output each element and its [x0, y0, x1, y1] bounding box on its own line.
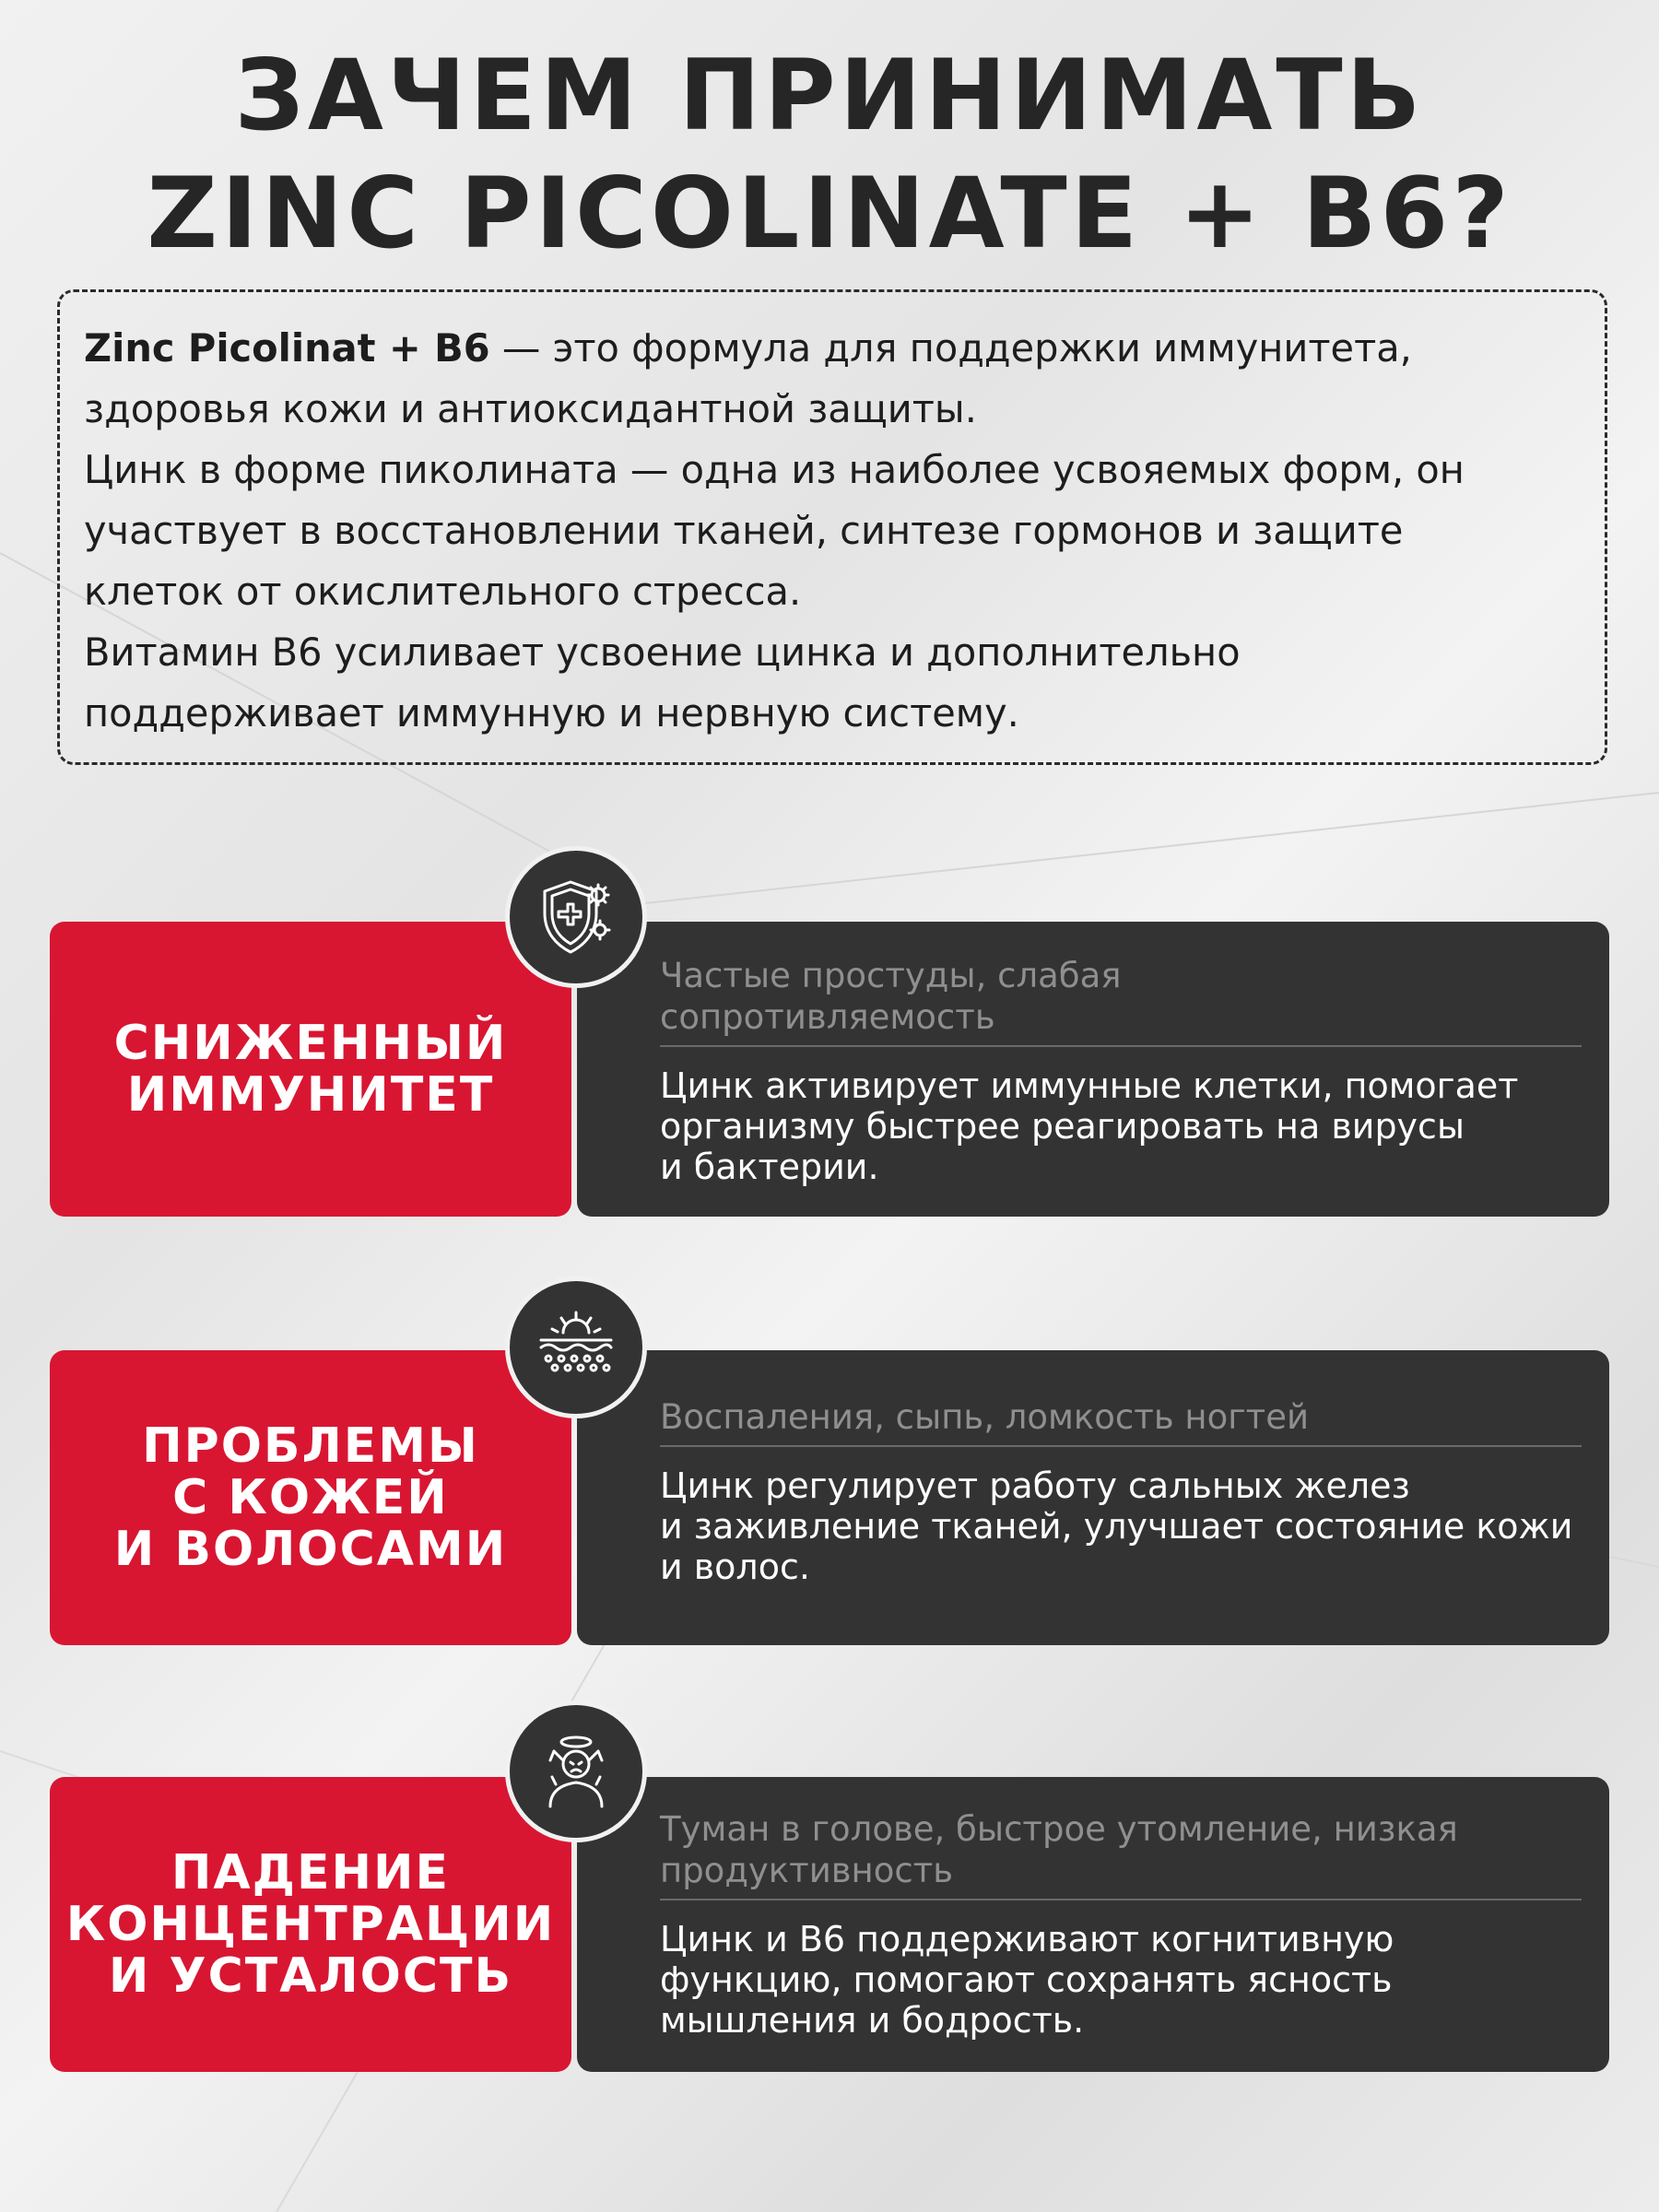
card-label-line: СНИЖЕННЫЙ [113, 1016, 508, 1071]
card-description-line: организму быстрее реагировать на вирусы [660, 1106, 1465, 1147]
card-label-line: С КОЖЕЙ [172, 1470, 449, 1525]
intro-line-6: Витамин B6 усиливает усвоение цинка и дополнительно [84, 629, 1241, 675]
card-label-line: ПРОБЛЕМЫ [142, 1418, 479, 1474]
headache-person-icon [505, 1700, 647, 1842]
intro-line-4: участвует в восстановлении тканей, синтезе гормонов и защите [84, 508, 1404, 553]
page-title [0, 37, 1659, 273]
card-symptom-line: сопротивляемость [660, 997, 995, 1037]
card-label-panel [50, 1350, 571, 1645]
benefit-card-focus [50, 1777, 1609, 2072]
intro-line-1 [84, 318, 1579, 379]
card-symptom-line: Частые простуды, слабая [660, 956, 1122, 995]
card-label [114, 1420, 508, 1575]
card-description-line: Цинк и B6 поддерживают когнитивную [660, 1919, 1394, 1959]
card-label [66, 1847, 556, 2002]
intro-line-1-rest: — это формула для поддержки иммунитета, [489, 325, 1412, 371]
intro-line-2: здоровья кожи и антиоксидантной защиты. [84, 386, 977, 431]
card-label-line: ИММУНИТЕТ [126, 1067, 495, 1123]
card-label-line: И ВОЛОСАМИ [113, 1522, 508, 1577]
benefit-card-skin [50, 1350, 1609, 1645]
card-label [114, 1018, 508, 1121]
card-description-line: Цинк активирует иммунные клетки, помогает [660, 1065, 1519, 1106]
card-label-panel [50, 922, 571, 1217]
card-symptom-line: Туман в голове, быстрое утомление, низкая [660, 1809, 1458, 1849]
intro-line-7: поддерживает иммунную и нервную систему. [84, 690, 1019, 735]
card-label-line: КОНЦЕНТРАЦИИ [65, 1897, 556, 1952]
intro-box [57, 289, 1607, 765]
card-label-line: И УСТАЛОСТЬ [108, 1948, 513, 2004]
card-description-line: мышления и бодрость. [660, 2000, 1085, 2041]
card-symptom [660, 1396, 1582, 1447]
card-description-line: Цинк регулирует работу сальных желез [660, 1465, 1410, 1506]
card-symptom [660, 1808, 1582, 1900]
card-description-line: функцию, помогают сохранять ясность [660, 1959, 1393, 2000]
title-line-2: ZINC PICOLINATE + B6? [147, 157, 1512, 270]
intro-line-5: клеток от окислительного стресса. [84, 569, 802, 614]
shield-virus-icon [505, 846, 647, 988]
card-text-panel [577, 922, 1609, 1217]
card-text-panel [577, 1350, 1609, 1645]
intro-line-3: Цинк в форме пиколината — одна из наиболее усвояемых форм, он [84, 447, 1465, 492]
card-text-panel [577, 1777, 1609, 2072]
card-description-line: и волос. [660, 1547, 810, 1587]
card-symptom [660, 955, 1582, 1047]
benefit-card-immunity [50, 922, 1609, 1217]
card-symptom-line: продуктивность [660, 1851, 954, 1890]
card-label-line: ПАДЕНИЕ [171, 1845, 451, 1900]
card-description-line: и заживление тканей, улучшает состояние кожи [660, 1506, 1573, 1547]
title-line-1: ЗАЧЕМ ПРИНИМАТЬ [234, 39, 1425, 152]
card-description [660, 1065, 1582, 1187]
card-description [660, 1919, 1582, 2041]
card-label-panel [50, 1777, 571, 2072]
skin-layer-icon [505, 1277, 647, 1418]
card-symptom-line: Воспаления, сыпь, ломкость ногтей [660, 1397, 1310, 1437]
intro-lead: Zinc Picolinat + B6 [84, 325, 490, 371]
card-description-line: и бактерии. [660, 1147, 879, 1187]
card-description [660, 1465, 1582, 1587]
